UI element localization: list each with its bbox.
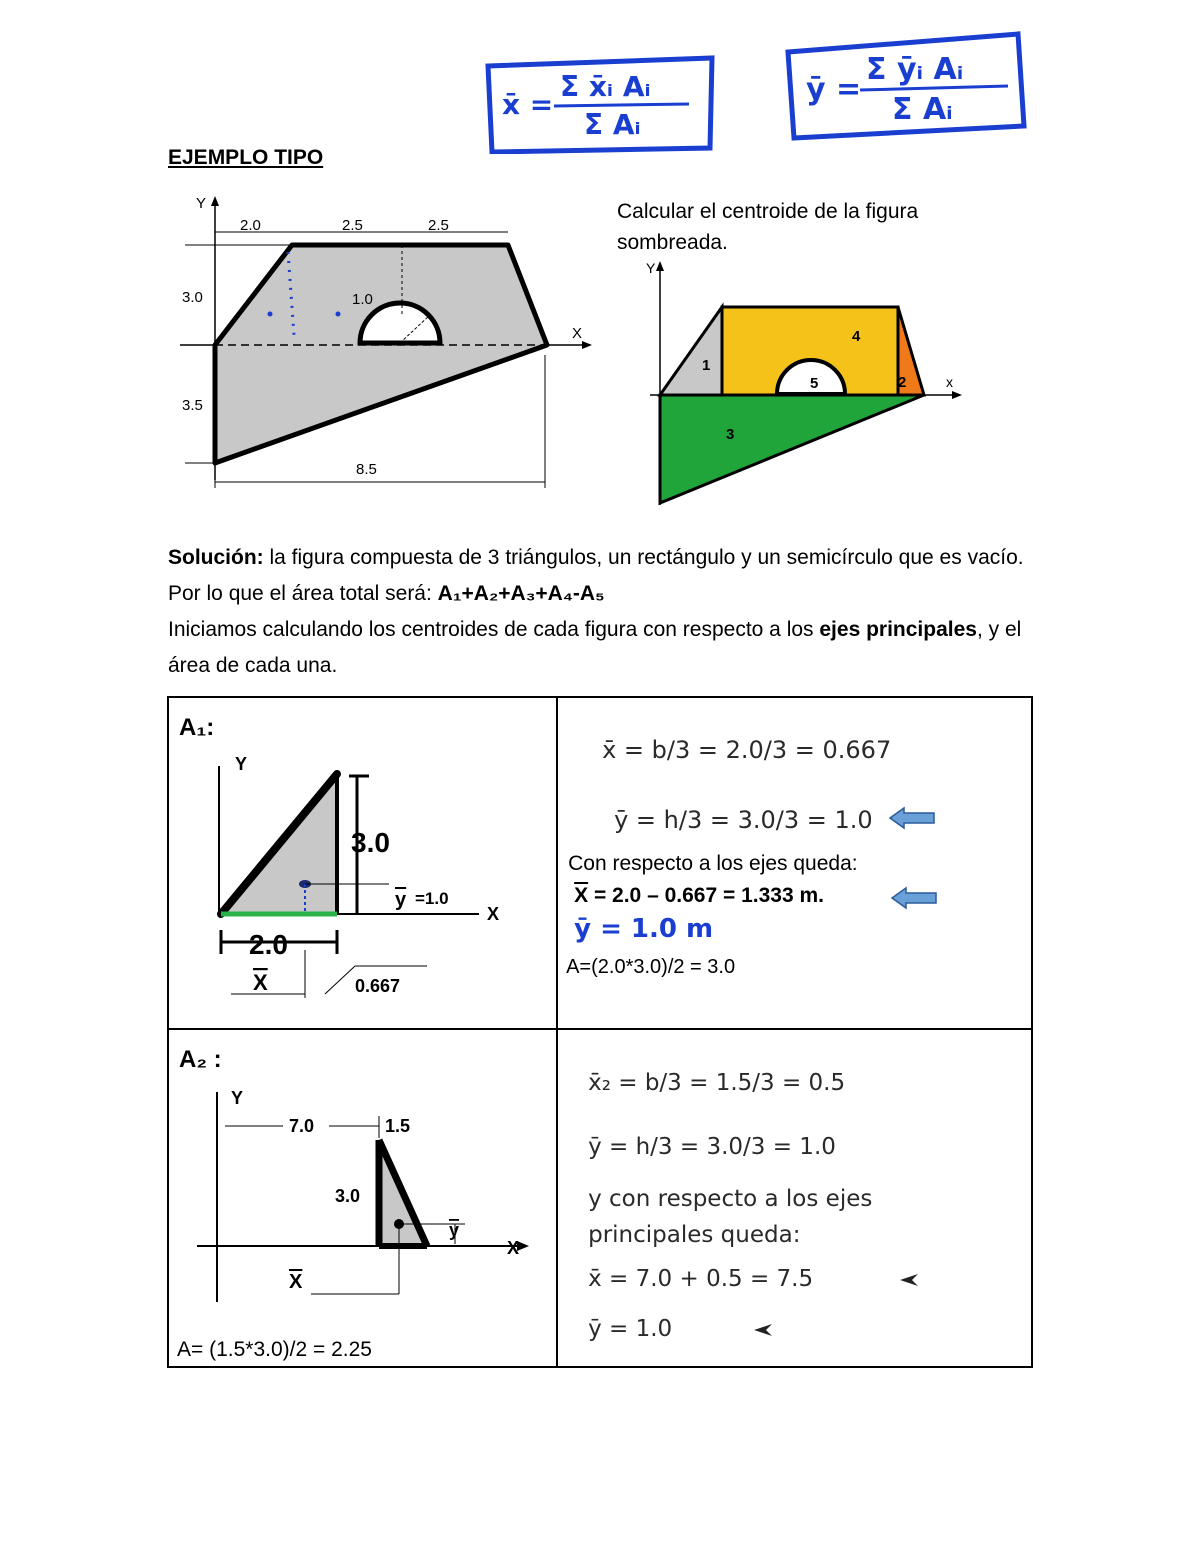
part-1 bbox=[660, 307, 722, 395]
a1-x-result-value: = 2.0 – 0.667 = 1.333 m. bbox=[588, 884, 824, 907]
a2-respect-2: principales queda: bbox=[588, 1222, 801, 1248]
a1-figure-cell bbox=[168, 697, 557, 1029]
a2-d1: 7.0 bbox=[289, 1116, 315, 1136]
a2-height: 3.0 bbox=[335, 1186, 361, 1206]
a1-x-result-label: $\overline{X}$ bbox=[574, 884, 589, 907]
formula-x-lhs: x̄ = bbox=[502, 88, 554, 121]
a2-area: A= (1.5*3.0)/2 = 2.25 bbox=[177, 1338, 372, 1361]
problem-prompt: Calcular el centroide de la figura sombreada. bbox=[617, 200, 919, 254]
parts-figure bbox=[640, 255, 970, 510]
a2-x-result: x̄ = 7.0 + 0.5 = 7.5 bbox=[588, 1266, 814, 1292]
a1-work-cell bbox=[557, 697, 1032, 1029]
a2-work-cell bbox=[557, 1029, 1032, 1367]
a2-y-label: Y bbox=[231, 1088, 244, 1108]
part-3 bbox=[660, 395, 924, 503]
dim-left-upper: 3.0 bbox=[182, 289, 203, 306]
centroid-table bbox=[167, 696, 1033, 1368]
a1-ybar-value: =1.0 bbox=[415, 889, 449, 908]
dim-top-3: 2.5 bbox=[428, 217, 449, 234]
a1-area: A=(2.0*3.0)/2 = 3.0 bbox=[566, 956, 736, 978]
a1-figure bbox=[209, 754, 549, 1004]
formula-y-den: Σ Aᵢ bbox=[892, 92, 953, 127]
composite-shape bbox=[215, 245, 547, 463]
main-figure bbox=[170, 190, 610, 500]
formula-y-lhs: ȳ = bbox=[806, 72, 862, 107]
a2-x-label: X bbox=[507, 1238, 520, 1258]
table-row bbox=[168, 697, 1032, 1029]
solution-lead: Solución: bbox=[168, 546, 264, 569]
a2-figure bbox=[195, 1082, 535, 1322]
a1-xbar-label: X bbox=[253, 970, 268, 995]
a2-arrow-icon bbox=[898, 1272, 922, 1288]
formula-y-num: Σ ȳᵢ Aᵢ bbox=[866, 52, 964, 87]
part-2-label: 2 bbox=[898, 374, 907, 391]
a2-label: A₂ : bbox=[179, 1046, 222, 1073]
a2-figure-cell bbox=[168, 1029, 557, 1367]
dim-top-1: 2.0 bbox=[240, 217, 261, 234]
a1-label: A₁: bbox=[179, 714, 215, 741]
solution-line1: la figura compuesta de 3 triángulos, un rectángulo y un semicírculo que es vacío. Por lo que el área total será: bbox=[168, 546, 1024, 605]
dim-top-2: 2.5 bbox=[342, 217, 363, 234]
a1-ybar-label: y bbox=[395, 889, 407, 911]
a1-y-label: Y bbox=[235, 754, 248, 774]
main-y-label: Y bbox=[196, 195, 207, 212]
dim-radius: 1.0 bbox=[352, 291, 373, 308]
a2-y-line: ȳ = h/3 = 3.0/3 = 1.0 bbox=[588, 1134, 836, 1160]
solution-paragraph bbox=[168, 540, 1048, 684]
a1-offset: 0.667 bbox=[355, 976, 401, 996]
a1-arrow-icon-2 bbox=[890, 886, 940, 910]
a2-y-result: ȳ = 1.0 bbox=[588, 1316, 673, 1342]
part-1-label: 1 bbox=[702, 357, 711, 374]
a2-respect-1: y con respecto a los ejes bbox=[588, 1186, 873, 1212]
a1-y-result: ȳ = 1.0 m bbox=[574, 914, 714, 944]
solution-line2b: , y el área de cada una. bbox=[168, 618, 1022, 677]
solution-line2a: Iniciamos calculando los centroides de cada figura con respecto a los bbox=[168, 618, 820, 641]
a1-x-line: x̄ = b/3 = 2.0/3 = 0.667 bbox=[602, 736, 892, 764]
a1-respect-text: Con respecto a los ejes queda: bbox=[568, 852, 858, 875]
a1-x-result bbox=[574, 884, 824, 908]
a2-arrow-icon-2 bbox=[752, 1322, 776, 1338]
a2-ybar-label: y bbox=[449, 1220, 460, 1240]
a2-xbar-label: X bbox=[289, 1271, 303, 1293]
a1-y-line: ȳ = h/3 = 3.0/3 = 1.0 bbox=[614, 806, 873, 834]
dim-bottom: 8.5 bbox=[356, 461, 377, 478]
area-expression: A₁+A₂+A₃+A₄-A₅ bbox=[437, 582, 605, 605]
page-title: EJEMPLO TIPO bbox=[168, 146, 324, 169]
parts-x-label: x bbox=[946, 374, 953, 390]
a1-x-label: X bbox=[487, 904, 500, 924]
table-row bbox=[168, 1029, 1032, 1367]
formula-x-box bbox=[484, 54, 716, 154]
a1-base: 2.0 bbox=[249, 929, 288, 960]
main-x-label: X bbox=[572, 325, 583, 342]
parts-y-label: Y bbox=[646, 260, 656, 276]
a2-x-line: x̄₂ = b/3 = 1.5/3 = 0.5 bbox=[588, 1070, 846, 1096]
formula-y-box bbox=[782, 30, 1028, 142]
a1-height: 3.0 bbox=[351, 827, 390, 858]
part-5-label: 5 bbox=[810, 375, 819, 392]
a1-arrow-icon bbox=[888, 806, 938, 830]
formula-x-den: Σ Aᵢ bbox=[584, 108, 641, 141]
part-3-label: 3 bbox=[726, 426, 735, 443]
dim-left-lower: 3.5 bbox=[182, 397, 203, 414]
formula-x-num: Σ x̄ᵢ Aᵢ bbox=[560, 70, 651, 103]
solution-line2-bold: ejes principales bbox=[819, 618, 977, 641]
a2-d2: 1.5 bbox=[385, 1116, 411, 1136]
part-4-label: 4 bbox=[852, 328, 861, 345]
